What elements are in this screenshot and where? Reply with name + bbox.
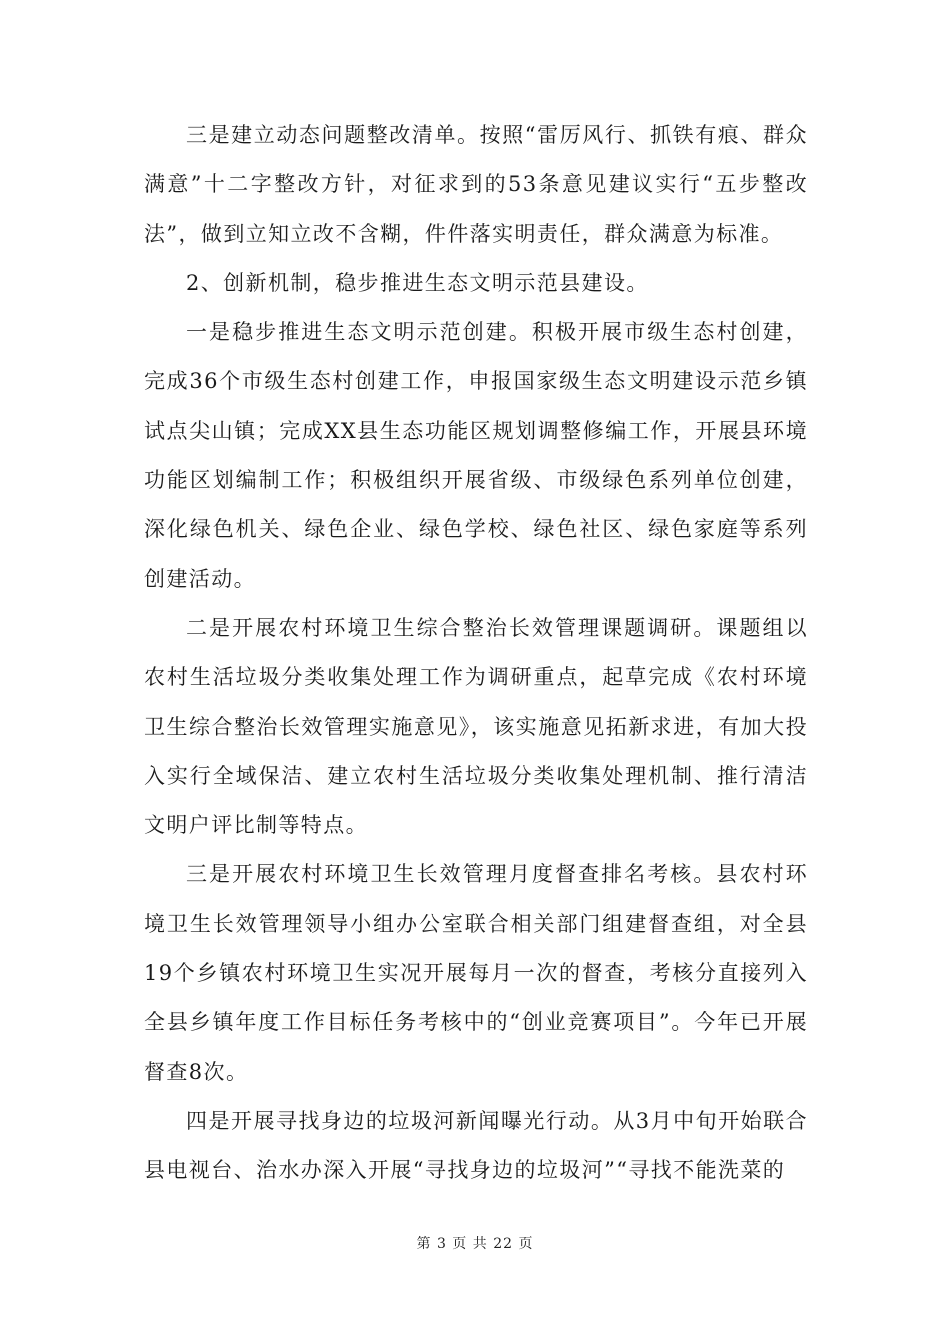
paragraph-garbage-river: 四是开展寻找身边的垃圾河新闻曝光行动。从3月中旬开始联合县电视台、治水办深入开展“寻找身边的垃圾河”“寻找不能洗菜的: [144, 1108, 808, 1183]
paragraph-rectification-list: 三是建立动态问题整改清单。按照“雷厉风行、抓铁有痕、群众满意”十二字整改方针，对征求到的53条意见建议实行“五步整改法”，做到立知立改不含糊，件件落实明责任，群众满意为标准。: [144, 123, 808, 246]
paragraph-monthly-inspection: 三是开展农村环境卫生长效管理月度督查排名考核。县农村环境卫生长效管理领导小组办公室联合相关部门组建督查组，对全县19个乡镇农村环境卫生实况开展每月一次的督查，考核分直接列入全县乡镇年度工作目标任务考核中的“创业竞赛项目”。今年已开展督查8次。: [144, 862, 808, 1084]
page-footer: 第 3 页 共 22 页: [416, 1236, 534, 1252]
paragraph-section-heading: 2、创新机制，稳步推进生态文明示范县建设。: [186, 270, 649, 295]
document-body: [144, 111, 808, 1196]
paragraph-eco-demo: 一是稳步推进生态文明示范创建。积极开展市级生态村创建，完成36个市级生态村创建工作，申报国家级生态文明建设示范乡镇试点尖山镇；完成XX县生态功能区规划调整修编工作，开展县环境功能区划编制工作；积极组织开展省级、市级绿色系列单位创建，深化绿色机关、绿色企业、绿色学校、绿色社区、绿色家庭等系列创建活动。: [144, 320, 808, 591]
paragraph-rural-research: 二是开展农村环境卫生综合整治长效管理课题调研。课题组以农村生活垃圾分类收集处理工作为调研重点，起草完成《农村环境卫生综合整治长效管理实施意见》，该实施意见拓新求进，有加大投入实行全域保洁、建立农村生活垃圾分类收集处理机制、推行清洁文明户评比制等特点。: [144, 615, 808, 838]
